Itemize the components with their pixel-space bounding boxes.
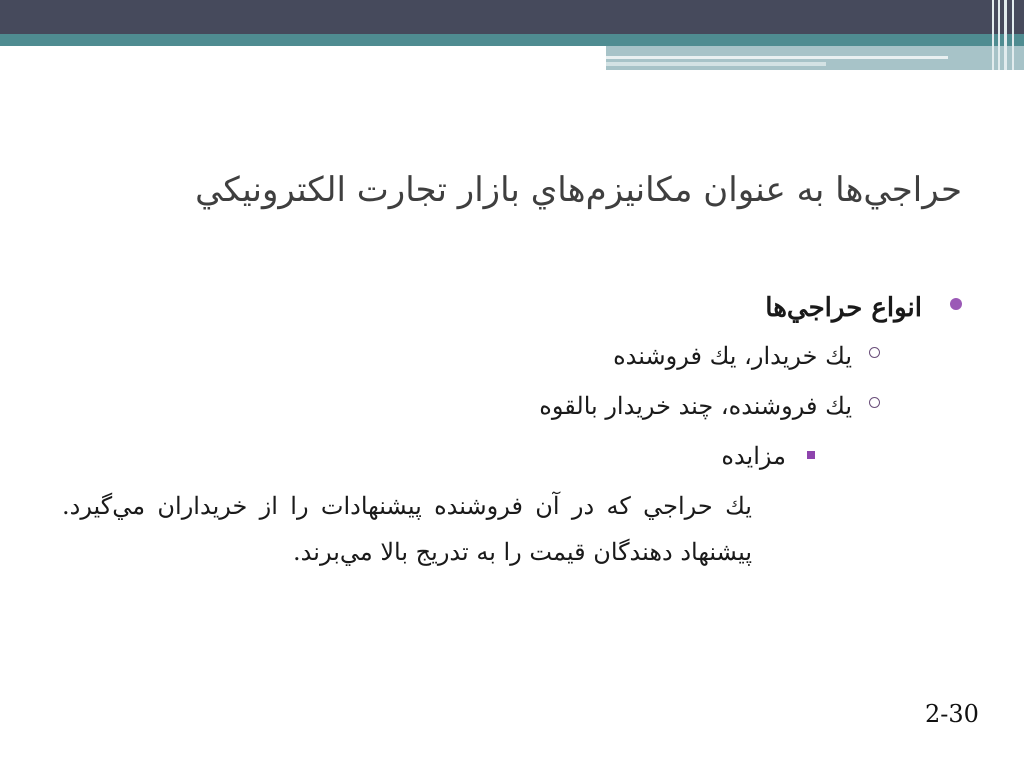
bullet-circle-icon [869,397,880,408]
list-item-level1 [62,285,962,331]
slide-body [62,285,962,575]
list-item-label: مزايده [721,442,786,470]
header-vertical-stripe [998,0,1000,70]
header-vertical-stripe [992,0,994,70]
list-item-label: يك فروشنده، چند خريدار بالقوه [539,392,852,420]
header-accent-line [606,62,826,66]
header-dark-bar [0,0,1024,34]
list-item-level3 [62,431,962,481]
header-vertical-stripe [1012,0,1014,70]
bullet-square-icon [807,451,815,459]
list-item-level2 [62,331,962,381]
list-item-label: انواع حراجي‌ها [765,293,922,323]
bullet-circle-icon [869,347,880,358]
list-item-level2 [62,381,962,431]
header-vertical-stripe [1004,0,1007,70]
bullet-dot-icon [950,298,962,310]
header-accent-line [606,56,948,59]
header-teal-bar [0,34,1024,46]
description-paragraph: يك حراجي كه در آن فروشنده پيشنهادات را از خريداران مي‌گيرد. پيشنهاد دهندگان قيمت را به تدريج بالا مي‌برند. [62,492,752,566]
page-number: 2-30 [925,700,979,728]
slide-title: حراجي‌ها به عنوان مكانيزم‌هاي بازار تجارت الكترونيكي [195,170,962,210]
list-item-label: يك خريدار، يك فروشنده [613,342,852,370]
